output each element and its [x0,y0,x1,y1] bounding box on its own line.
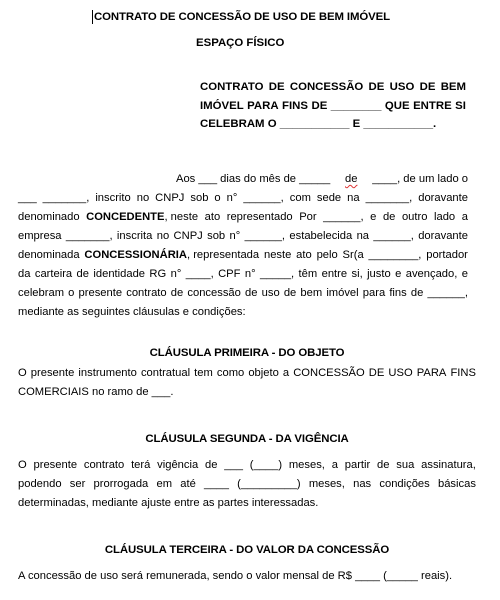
intro-line-2 [200,97,466,116]
word: CPF [218,268,241,280]
word: ____ [204,478,229,490]
word: ___ [224,459,243,471]
word: presente [30,367,75,379]
word: O [18,367,27,379]
word: nas [353,478,372,490]
word: doravante [418,192,468,204]
word: presente [78,287,123,299]
word: CONTRATO [200,81,264,93]
word: ______, [373,230,414,242]
word: contratual [140,367,191,379]
word: DE [268,81,285,93]
word: CNPJ [155,192,185,204]
word: o [214,192,221,204]
clause-line [18,475,476,494]
clause-line: COMERCIAIS no ramo de ___. [18,386,174,398]
word: tem [194,367,213,379]
word: concessão [187,287,241,299]
preamble-line-5-pre: denominada [18,249,80,261]
word: FINS [282,99,308,112]
word: CONCESSÃO [289,81,364,93]
word: a [282,367,290,379]
word: entre [321,268,348,280]
clause-title: CLÁUSULA PRIMEIRA - DO OBJETO [149,347,345,359]
concedente-label: CONCEDENTE, neste [86,211,199,223]
word: USO [388,367,413,379]
word: si, [351,268,363,280]
intro-block [200,78,466,134]
word: de [410,287,424,299]
word: na [347,192,360,204]
preamble-line-6 [18,265,468,284]
word: instrumento [78,367,137,379]
word: na [356,230,370,242]
clause-title: CLÁUSULA TERCEIRA - DO VALOR DA CONCESSÃO [104,544,390,556]
word: inscrita [116,230,153,242]
word: em [156,478,173,490]
document-header [92,10,472,24]
word: ________ [330,99,382,112]
word: empresa [18,230,62,242]
word: RG [149,268,167,280]
document-subtitle: ESPAÇO FÍSICO [196,37,285,49]
clause-body [18,364,476,402]
word: de [205,459,218,471]
word: celebram [18,287,65,299]
word: CNPJ [173,230,203,242]
word: objeto [248,367,279,379]
word: (____) [249,459,283,471]
word: identidade [93,268,146,280]
word: contrato [83,459,125,471]
word: CONCESSÃO [293,367,365,379]
clause-body [18,567,476,586]
word: justo [367,268,391,280]
word: n° [226,192,238,204]
clause-title: CLÁUSULA SEGUNDA - DA VIGÊNCIA [145,433,349,445]
preamble-line-7 [18,284,468,303]
word: n° [229,230,241,242]
clause-line: determinadas, mediante ajuste entre as partes interessadas. [18,497,319,509]
preamble-line-2 [18,189,468,208]
word: bem [300,287,323,299]
word: o [68,287,75,299]
word: carteira [34,268,73,280]
word: n° [244,268,256,280]
word: ______, [427,287,468,299]
document-title: CONTRATO DE CONCESSÃO DE USO DE BEM IMÓVEL [92,10,472,24]
word: de [170,287,184,299]
word: ____, [185,268,214,280]
word: contrato [126,287,167,299]
word: sua [396,459,415,471]
preamble-line-1-head: Aos ___ dias do mês de _____ [176,173,331,185]
preamble-line-1-tail: ____, de um lado o [372,173,468,185]
word: têm [298,268,318,280]
preamble-line-1 [18,170,468,189]
word: no [136,192,150,204]
word: e [395,268,402,280]
clause-segunda [18,432,476,513]
word: ser [69,478,86,490]
word: vigência [157,459,199,471]
word: _______, [42,192,90,204]
word: BEM [440,81,466,93]
word: IMÓVEL [200,99,244,112]
word: fins [389,287,407,299]
word: da [18,268,31,280]
word: podendo [18,478,62,490]
preamble-line-4 [18,227,468,246]
word: ___ [18,192,37,204]
word: FINS [450,367,476,379]
word: a [331,459,338,471]
spellcheck-word: de [345,173,358,185]
word: sob [190,192,209,204]
clause-line [18,456,476,475]
word: de [377,459,390,471]
word: DE [368,81,385,93]
word: meses, [288,459,325,471]
word: O [18,459,27,471]
word: n° [170,268,182,280]
word: _______, [365,192,413,204]
intro-line-3: CELEBRAM O ___________ E ___________. [200,118,437,130]
preamble-paragraph [18,170,468,322]
word: ______, [243,192,284,204]
clause-terceira [18,543,476,586]
word: de [76,268,89,280]
word: com [289,192,311,204]
clause-line [18,364,476,383]
word: (_________) [237,478,301,490]
clause-line: A concessão de uso será remunerada, sendo o valor mensal de R$ ____ (_____ reais). [18,570,453,582]
word: prorrogada [93,478,149,490]
word: terá [131,459,151,471]
word: até [180,478,196,490]
word: estabelecida [289,230,353,242]
word: _______, [65,230,113,242]
word: assinatura, [421,459,476,471]
word: sob [207,230,226,242]
word: DE [311,99,328,112]
word: imóvel [326,287,359,299]
word: ______, [244,230,286,242]
word: de [283,287,297,299]
word: DE [419,81,436,93]
word: avençado, [405,268,458,280]
preamble-line-3-pre: denominado [18,211,80,223]
word: como [216,367,245,379]
word: SI [455,99,466,112]
clause-primeira [18,346,476,402]
preamble-line-5: denominada CONCESSIONÁRIA, representada neste ato pelo Sr(a ________, portador [18,246,468,265]
word: e [461,268,468,280]
concessionaria-label: CONCESSIONÁRIA, representada [84,249,260,261]
word: condições [379,478,430,490]
word: sede [316,192,342,204]
word: partir [344,459,371,471]
word: meses, [308,478,345,490]
word: _____, [259,268,295,280]
word: para [362,287,386,299]
word: DE [368,367,385,379]
word: QUE [384,99,410,112]
clause-body [18,456,476,513]
word: PARA [416,367,447,379]
preamble-line-8: mediante as seguintes cláusulas e condições: [18,306,246,318]
word: USO [389,81,415,93]
word: PARA [247,99,279,112]
word: presente [33,459,78,471]
word: doravante [418,230,468,242]
word: de [245,287,258,299]
word: no [156,230,170,242]
preamble-line-3: denominado CONCEDENTE, neste ato representado Por ______, e de outro lado a [18,208,468,227]
word: básicas [437,478,476,490]
word: ENTRE [413,99,452,112]
word: inscrito [95,192,131,204]
intro-line-1 [200,78,466,97]
word: uso [261,287,280,299]
